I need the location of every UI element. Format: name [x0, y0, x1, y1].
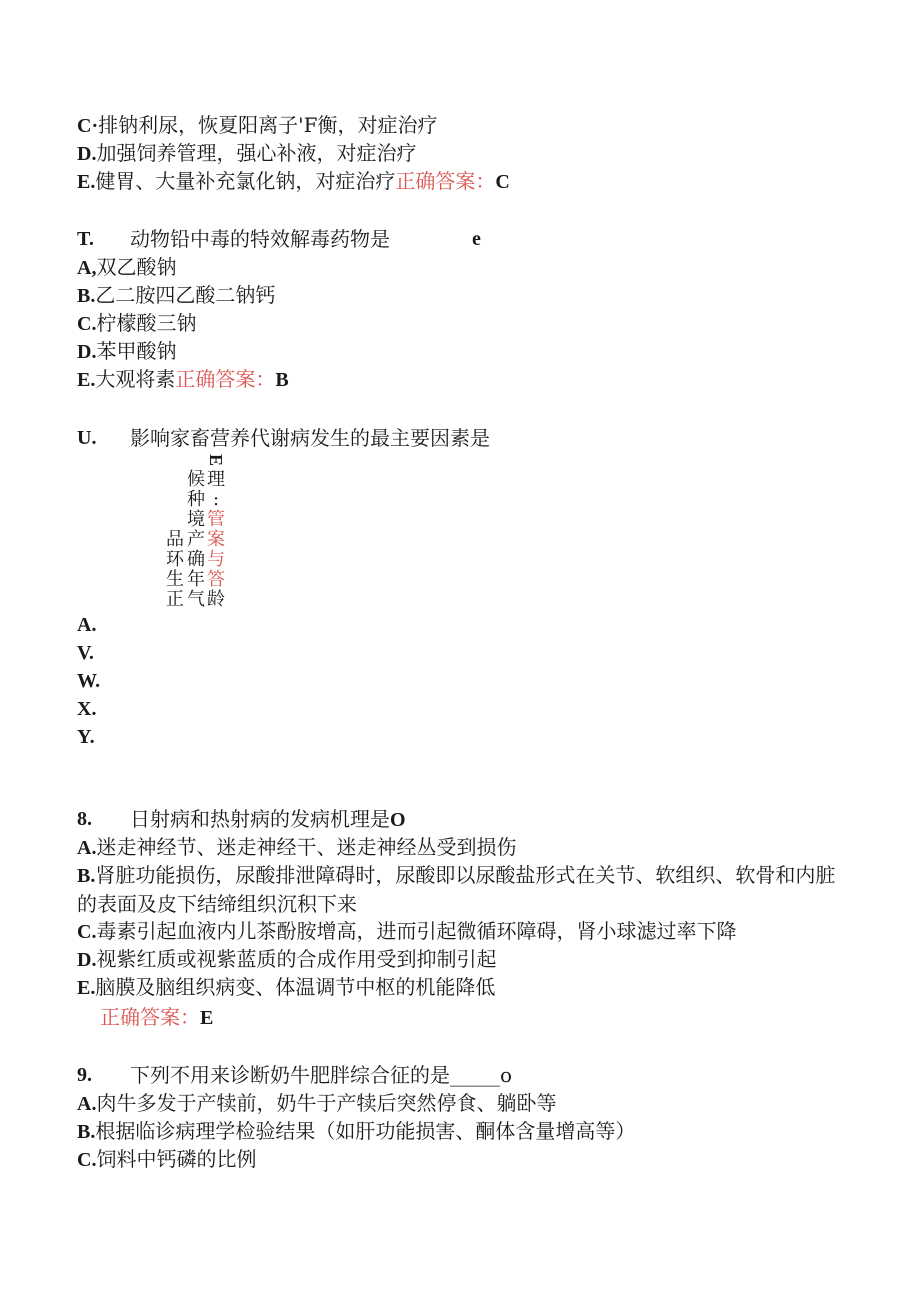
option-a: A,双乙酸钠 — [77, 255, 177, 279]
answer-blank: _____o — [450, 1063, 513, 1087]
question-mark: e — [472, 228, 481, 250]
option-c: C.饲料中钙磷的比例 — [77, 1147, 257, 1171]
option-a: A.迷走神经节、迷走神经干、迷走神经丛受到损伤 — [77, 835, 517, 859]
answer-value: B — [275, 369, 289, 391]
option-b: B.根据临诊病理学检验结果（如肝功能损害、酮体含量增高等） — [77, 1119, 636, 1143]
option-b: B.肾脏功能损伤，尿酸排泄障碍时，尿酸即以尿酸盐形式在关节、软组织、软骨和内脏的表面及皮下结缔组织沉积下来 — [77, 863, 836, 916]
option-c: C·排钠利尿，恢夏阳离子'F衡，对症治疗 — [77, 113, 438, 137]
option-e: E.健胃、大量补充氯化钠，对症治疗正确答案：C — [77, 169, 510, 193]
question-number: U. — [77, 427, 97, 449]
answer-label: 正确答案： — [175, 367, 276, 391]
question-text: 动物铅中毒的特效解毒药物是 — [130, 227, 390, 251]
vertical-text-col-3: E 理 : 管 案 与 答 龄 — [206, 453, 226, 610]
option-e: E.大观将素正确答案：B — [77, 367, 289, 391]
question-number: 9. — [77, 1064, 92, 1086]
vertical-text-col-1: 品 环 生 正 — [166, 529, 184, 610]
question-text: 影响家畜营养代谢病发生的最主要因素是 — [130, 426, 490, 450]
option-d: D.苯甲酸钠 — [77, 339, 177, 363]
option-d: D.加强饲养管理，强心补液，对症治疗 — [77, 141, 417, 165]
option-letter: W. — [77, 670, 101, 692]
option-b: B.乙二胺四乙酸二钠钙 — [77, 283, 276, 307]
question-number: 8. — [77, 808, 92, 830]
answer-line — [100, 1004, 213, 1031]
option-c: C.毒素引起血液内儿茶酚胺增高，进而引起微循环障碍，肾小球滤过率下降 — [77, 919, 737, 943]
option-d: D.视紫红质或视紫蓝质的合成作用受到抑制引起 — [77, 947, 497, 971]
answer-value: C — [495, 171, 510, 193]
option-c: C.柠檬酸三钠 — [77, 311, 197, 335]
answer-label: 正确答案： — [100, 1005, 200, 1029]
question-text: 日射病和热射病的发病机理是O — [130, 807, 406, 831]
option-e: E.脑膜及脑组织病变、体温调节中枢的机能降低 — [77, 975, 496, 999]
option-a: A.肉牛多发于产犊前，奶牛于产犊后突然停食、躺卧等 — [77, 1091, 557, 1115]
option-letter: V. — [77, 642, 94, 664]
option-letter: A. — [77, 614, 97, 636]
option-letter: Y. — [77, 726, 95, 748]
vertical-text-col-2: 候 种 境 产 确 年 气 — [187, 469, 205, 610]
question-number: T. — [77, 228, 94, 250]
answer-label: 正确答案： — [395, 169, 496, 193]
answer-value: E — [200, 1007, 214, 1029]
question-text: 下列不用来诊断奶牛肥胖综合征的是_____o — [130, 1063, 513, 1087]
option-letter: X. — [77, 698, 97, 720]
